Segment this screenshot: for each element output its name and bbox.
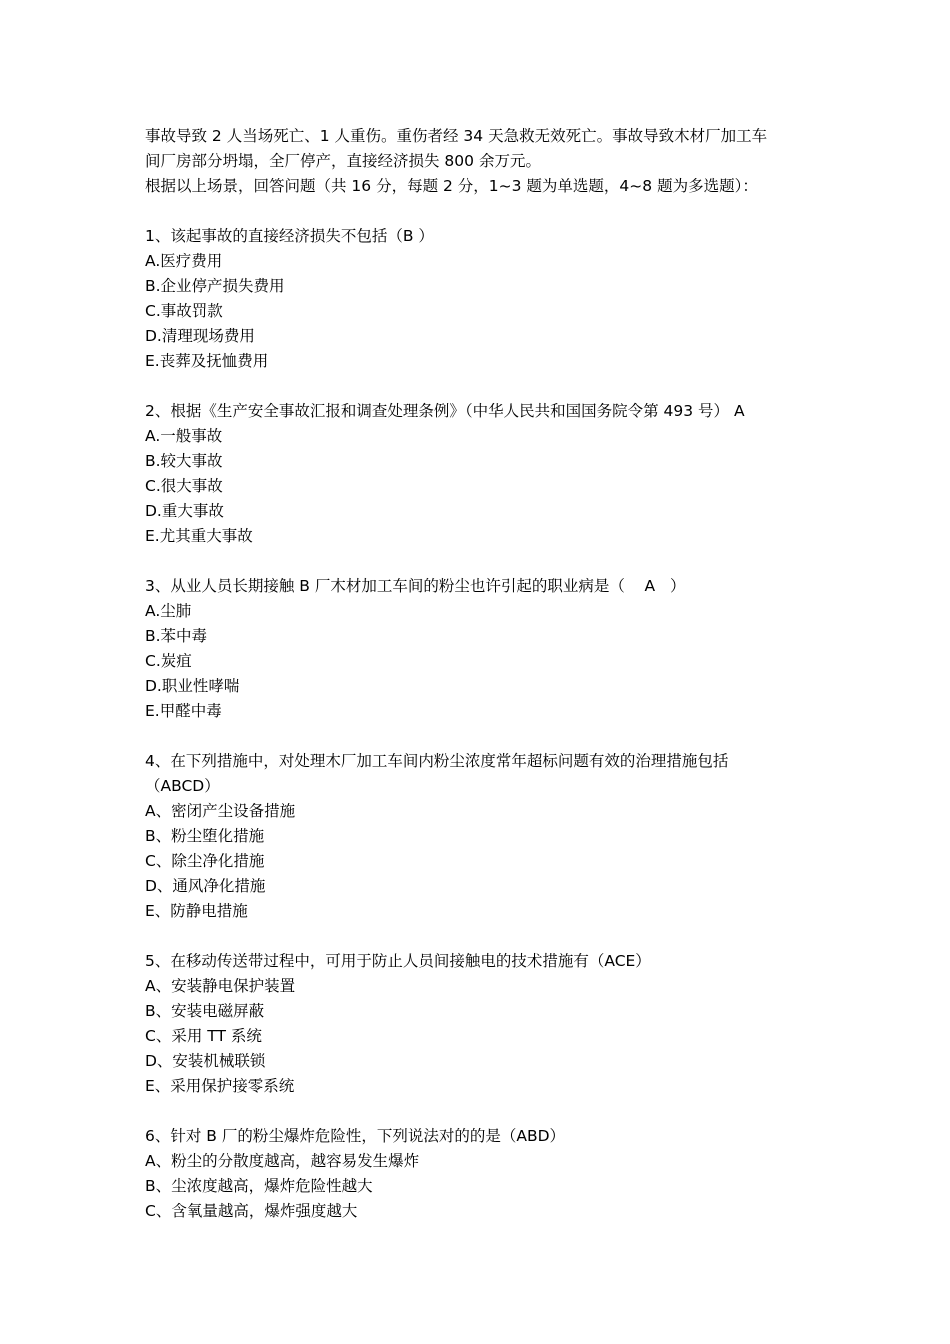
- question-3: [145, 574, 825, 724]
- question-stem: 6、针对 B 厂的粉尘爆炸危险性，下列说法对的的是（ABD）: [145, 1127, 566, 1145]
- question-5: [145, 949, 825, 1099]
- question-stem: 2、根据《生产安全事故汇报和调查处理条例》（中华人民共和国国务院令第 493 号） A: [145, 402, 745, 420]
- option-d: D.重大事故: [145, 502, 224, 520]
- question-1: [145, 224, 825, 374]
- option-c: C、除尘净化措施: [145, 852, 265, 870]
- option-d: D.清理现场费用: [145, 327, 255, 345]
- option-b: B、尘浓度越高，爆炸危险性越大: [145, 1177, 373, 1195]
- question-stem: 3、从业人员长期接触 B 厂木材加工车间的粉尘也许引起的职业病是（ A ）: [145, 577, 686, 595]
- option-c: C.炭疽: [145, 652, 192, 670]
- question-stem: 4、在下列措施中，对处理木厂加工车间内粉尘浓度常年超标问题有效的治理措施包括: [145, 752, 729, 770]
- intro-line: 事故导致 2 人当场死亡、1 人重伤。重伤者经 34 天急救无效死亡。事故导致木材厂加工车: [145, 127, 768, 145]
- option-c: C.事故罚款: [145, 302, 223, 320]
- option-e: E.丧葬及抚恤费用: [145, 352, 269, 370]
- question-stem: 5、在移动传送带过程中，可用于防止人员间接触电的技术措施有（ACE）: [145, 952, 651, 970]
- question-answer: （ABCD）: [145, 777, 220, 795]
- option-c: C、采用 TT 系统: [145, 1027, 262, 1045]
- intro-paragraph: [145, 124, 825, 199]
- option-list: [145, 599, 825, 724]
- question-6: [145, 1124, 825, 1224]
- option-b: B.较大事故: [145, 452, 223, 470]
- option-list: [145, 974, 825, 1099]
- option-e: E.尤其重大事故: [145, 527, 253, 545]
- option-a: A、密闭产尘设备措施: [145, 802, 296, 820]
- option-a: A、安装静电保护装置: [145, 977, 296, 995]
- spacer: [145, 549, 825, 574]
- option-list: [145, 424, 825, 549]
- option-b: B.企业停产损失费用: [145, 277, 285, 295]
- option-e: E、采用保护接零系统: [145, 1077, 295, 1095]
- option-d: D.职业性哮喘: [145, 677, 240, 695]
- intro-line: 间厂房部分坍塌，全厂停产，直接经济损失 800 余万元。: [145, 152, 541, 170]
- spacer: [145, 924, 825, 949]
- option-list: [145, 1149, 825, 1224]
- option-b: B.苯中毒: [145, 627, 208, 645]
- option-d: D、通风净化措施: [145, 877, 266, 895]
- option-d: D、安装机械联锁: [145, 1052, 266, 1070]
- option-a: A.医疗费用: [145, 252, 223, 270]
- option-list: [145, 249, 825, 374]
- option-a: A.尘肺: [145, 602, 192, 620]
- spacer: [145, 1099, 825, 1124]
- instructions-line: 根据以上场景，回答问题（共 16 分，每题 2 分，1~3 题为单选题，4~8 题为多选题）：: [145, 177, 758, 195]
- option-e: E、防静电措施: [145, 902, 248, 920]
- option-list: [145, 799, 825, 924]
- option-b: B、安装电磁屏蔽: [145, 1002, 265, 1020]
- option-c: C、含氧量越高，爆炸强度越大: [145, 1202, 358, 1220]
- option-c: C.很大事故: [145, 477, 223, 495]
- document-body: [145, 124, 825, 1224]
- option-a: A.一般事故: [145, 427, 223, 445]
- option-a: A、粉尘的分散度越高，越容易发生爆炸: [145, 1152, 420, 1170]
- spacer: [145, 199, 825, 224]
- spacer: [145, 724, 825, 749]
- spacer: [145, 374, 825, 399]
- question-stem: 1、该起事故的直接经济损失不包括（B ）: [145, 227, 434, 245]
- option-e: E.甲醛中毒: [145, 702, 222, 720]
- question-2: [145, 399, 825, 549]
- option-b: B、粉尘堕化措施: [145, 827, 265, 845]
- question-4: [145, 749, 825, 924]
